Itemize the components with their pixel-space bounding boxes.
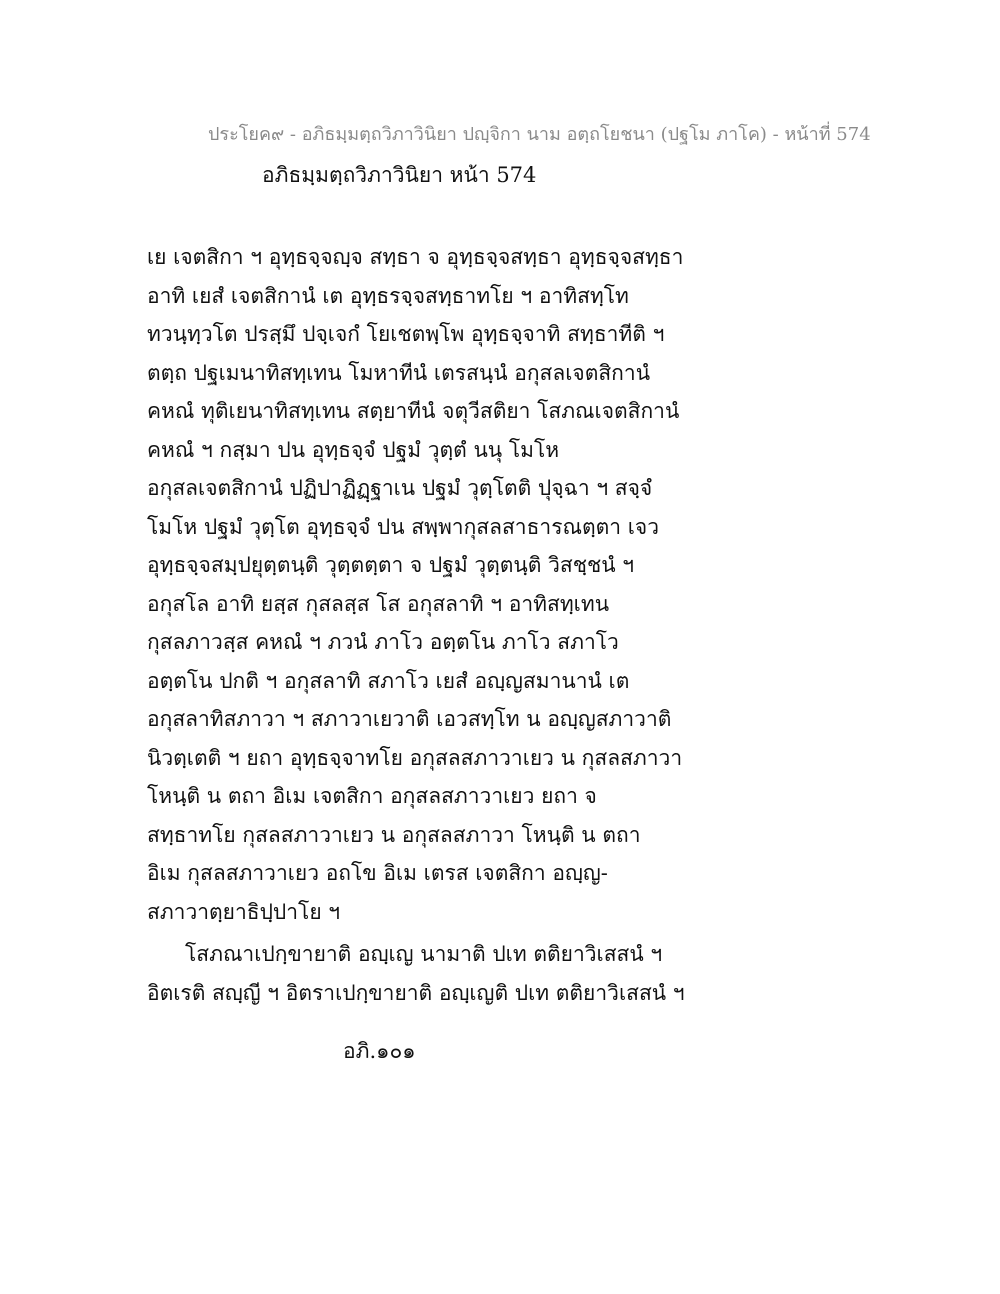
- text-line: อกุสลเจตสิกานํ ปฏิปาฏิฏฺฐาเน ปฐมํ วุตฺโตติ ปุจฺฉา ฯ สจฺจํ: [147, 476, 653, 500]
- page-title: อภิธมฺมตฺถวิภาวินิยา หน้า 574: [262, 163, 537, 187]
- text-line: อตฺตโน ปกติ ฯ อกุสลาทิ สภาโว เยสํ อญฺญสมานานํ เต: [147, 668, 630, 693]
- text-line: คหณํ ฯ กสฺมา ปน อุทฺธจฺจํ ปฐมํ วุตฺตํ นนุ โมโห: [147, 437, 560, 462]
- text-line: ตตฺถ ปฐเมนาทิสทฺเทน โมหาทีนํ เตรสนฺนํ อกุสลเจตสิกานํ: [147, 360, 651, 385]
- text-line: โหนฺติ น ตถา อิเม เจตสิกา อกุสลสภาวาเยว ยถา จ: [147, 784, 597, 808]
- text-line: อุทฺธจฺจสมฺปยุตฺตนฺติ วุตฺตตฺตา จ ปฐมํ วุตฺตนฺติ วิสชฺชนํ ฯ: [147, 553, 635, 577]
- text-line: อิเม กุสลสภาวาเยว อถโข อิเม เตรส เจตสิกา อญฺญ-: [147, 861, 608, 885]
- text-line: อกุสโล อาทิ ยสฺส กุสลสฺส โส อกุสลาทิ ฯ อาทิสทฺเทน: [147, 591, 610, 616]
- text-line: กุสลภาวสฺส คหณํ ฯ ภวนํ ภาโว อตฺตโน ภาโว สภาโว: [147, 630, 619, 654]
- text-line: นิวตฺเตติ ฯ ยถา อุทฺธจฺจาทโย อกุสลสภาวาเยว น กุสลสภาวา: [147, 745, 683, 770]
- text-line: โมโห ปฐมํ วุตฺโต อุทฺธจฺจํ ปน สพฺพากุสลสาธารณตฺตา เจว: [147, 514, 659, 539]
- text-line: อาทิ เยสํ เจตสิกานํ เต อุทฺธรจฺจสทฺธาทโย ฯ อาทิสทฺโท: [147, 283, 629, 308]
- text-line: ทวนฺทฺวโต ปรสฺมึ ปจฺเจกํ โยเชตพฺโพ อุทฺธจฺจาทิ สทฺธาทีติ ฯ: [147, 322, 665, 346]
- paragraph-first-line: โสภณาเปกฺขายาติ อญฺเญ นามาติ ปเท ตติยาวิเสสนํ ฯ: [185, 942, 663, 966]
- text-line: อกุสลาทิสภาวา ฯ สภาวาเยวาติ เอวสทฺโท น อญฺญสภาวาติ: [147, 707, 672, 731]
- text-line: สภาวาตฺยาธิปฺปาโย ฯ: [147, 899, 341, 924]
- running-header: ประโยค๙ - อภิธมฺมตฺถวิภาวินิยา ปญฺจิกา นาม อตฺถโยชนา (ปฐโม ภาโค) - หน้าที่ 574: [208, 124, 871, 145]
- body-text: [147, 238, 867, 1012]
- text-line: อิตเรติ สญฺญี ฯ อิตราเปกฺขายาติ อญฺเญติ ปเท ตติยาวิเสสนํ ฯ: [147, 980, 685, 1005]
- text-line: เย เจตสิกา ฯ อุทฺธจฺจญฺจ สทฺธา จ อุทฺธจฺจสทฺธา อุทฺธจฺจสทฺธา: [147, 245, 684, 269]
- text-line: สทฺธาทโย กุสลสภาวาเยว น อกุสลสภาวา โหนฺติ น ตถา: [147, 822, 641, 847]
- text-line: คหณํ ทุติเยนาทิสทฺเทน สตฺยาทีนํ จตุวีสติยา โสภณเจตสิกานํ: [147, 399, 680, 423]
- footer-code: อภิ.๑๐๑: [343, 1039, 416, 1063]
